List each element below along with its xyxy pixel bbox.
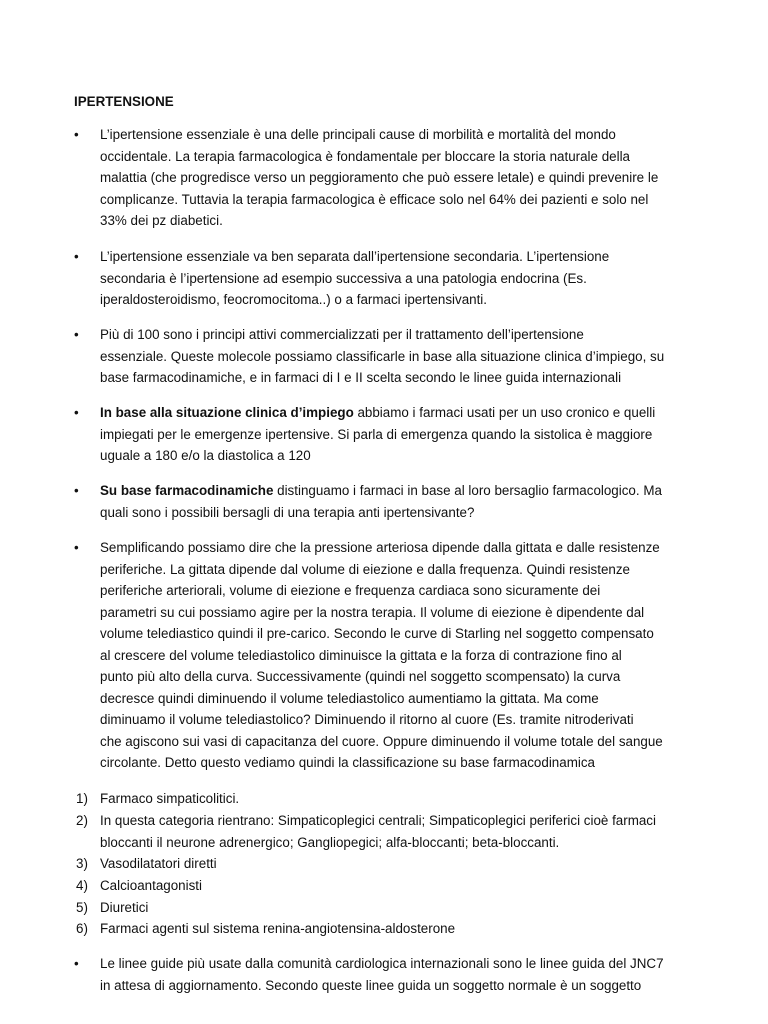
text-line: decresce quindi diminuendo il volume telediastolico aumentiamo la gittata. Ma come bbox=[100, 690, 599, 706]
text-line: periferiche arteriorali, volume di eiezione e frequenza cardiaca sono sicuramente dei bbox=[100, 583, 601, 598]
text-line: iperaldosteroidismo, feocromocitoma..) o a farmaci ipertensivanti. bbox=[100, 292, 488, 307]
text-line: uguale a 180 e/o la diastolica a 120 bbox=[100, 448, 311, 463]
bullet-icon: • bbox=[74, 540, 79, 555]
line-rest: distinguamo i farmaci in base al loro bersaglio farmacologico. Ma bbox=[273, 483, 662, 498]
list-number: 5) bbox=[76, 900, 88, 915]
text-line bbox=[100, 402, 700, 424]
text-line: circolante. Detto questo vediamo quindi la classificazione su base farmacodinamica bbox=[100, 755, 595, 770]
text-line: base farmacodinamiche, e in farmaci di I e II scelta secondo le linee guida internazionali bbox=[100, 370, 622, 385]
text-line: Le linee guide più usate dalla comunità cardiologica internazionali sono le linee guida del JNC7 bbox=[100, 956, 664, 971]
text-line: L’ipertensione essenziale va ben separata dall’ipertensione secondaria. L’ipertensione bbox=[100, 249, 610, 264]
text-line: In questa categoria rientrano: Simpaticoplegici centrali; Simpaticoplegici periferici cioè farmaci bbox=[100, 813, 656, 828]
text-line: Semplificando possiamo dire che la pressione arteriosa dipende dalla gittata e dalle resistenze bbox=[100, 540, 660, 555]
text-line: quali sono i possibili bersagli di una terapia anti ipertensivante? bbox=[100, 504, 475, 520]
text-line: complicanze. Tuttavia la terapia farmacologica è efficace solo nel 64% dei pazienti e solo nel bbox=[100, 191, 649, 207]
text-line: Farmaci agenti sul sistema renina-angiotensina-aldosterone bbox=[100, 921, 456, 936]
bullet-icon: • bbox=[74, 249, 79, 264]
text-line: secondaria è l’ipertensione ad esempio successiva a una patologia endocrina (Es. bbox=[100, 270, 587, 286]
text-line: essenziale. Queste molecole possiamo classificarle in base alla situazione clinica d’impiego, su bbox=[100, 348, 665, 364]
list-number: 3) bbox=[76, 856, 88, 871]
bullet-icon: • bbox=[74, 405, 79, 420]
text-line: volume telediastico quindi il pre-carico. Secondo le curve di Starling nel soggetto compensato bbox=[100, 626, 654, 641]
text-line: malattia (che progredisce verso un peggioramento che può essere letale) e quindi prevenire le bbox=[100, 170, 659, 185]
document-title: IPERTENSIONE bbox=[74, 94, 174, 109]
bold-lead: In base alla situazione clinica d’impiego bbox=[100, 405, 354, 420]
text-line: Più di 100 sono i principi attivi commercializzati per il trattamento dell’ipertensione bbox=[100, 327, 584, 342]
text-line: Vasodilatatori diretti bbox=[100, 856, 217, 871]
list-number: 1) bbox=[76, 791, 88, 806]
text-line: che agiscono sui vasi di capacitanza del cuore. Oppure diminuendo il volume totale del sangue bbox=[100, 733, 663, 749]
text-line: Diuretici bbox=[100, 900, 149, 915]
text-line: occidentale. La terapia farmacologica è fondamentale per bloccare la storia naturale della bbox=[100, 148, 630, 164]
bullet-icon: • bbox=[74, 956, 79, 971]
text-line: L’ipertensione essenziale è una delle principali cause di morbilità e mortalità del mondo bbox=[100, 127, 616, 142]
bullet-icon: • bbox=[74, 127, 79, 142]
text-line: periferiche. La gittata dipende dal volume di eiezione e dalla frequenza. Quindi resistenze bbox=[100, 561, 631, 577]
bold-lead: Su base farmacodinamiche bbox=[100, 483, 274, 498]
text-line: punto più alto della curva. Successivamente (quindi nel soggetto scompensato) la curva bbox=[100, 669, 621, 684]
text-line: Calcioantagonisti bbox=[100, 878, 202, 893]
list-number: 2) bbox=[76, 813, 88, 828]
text-line: 33% dei pz diabetici. bbox=[100, 213, 223, 228]
text-line: impiegati per le emergenze ipertensive. Si parla di emergenza quando la sistolica è maggiore bbox=[100, 426, 653, 442]
list-number: 6) bbox=[76, 921, 88, 936]
text-line bbox=[100, 480, 700, 502]
text-line: Farmaco simpaticolitici. bbox=[100, 791, 240, 806]
text-line: al crescere del volume telediastolico diminuisce la gittata e la forza di contrazione fino al bbox=[100, 647, 622, 663]
list-number: 4) bbox=[76, 878, 88, 893]
line-rest: abbiamo i farmaci usati per un uso cronico e quelli bbox=[353, 405, 656, 420]
text-line: diminuamo il volume telediastolico? Diminuendo il ritorno al cuore (Es. tramite nitroderivati bbox=[100, 712, 634, 727]
text-line: in attesa di aggiornamento. Secondo queste linee guida un soggetto normale è un soggetto bbox=[100, 977, 642, 993]
bullet-icon: • bbox=[74, 327, 79, 342]
bullet-icon: • bbox=[74, 483, 79, 498]
text-line: bloccanti il neurone adrenergico; Gangliopegici; alfa-bloccanti; beta-bloccanti. bbox=[100, 834, 560, 850]
text-line: parametri su cui possiamo agire per la nostra terapia. Il volume di eiezione è dipendente dal bbox=[100, 604, 645, 620]
